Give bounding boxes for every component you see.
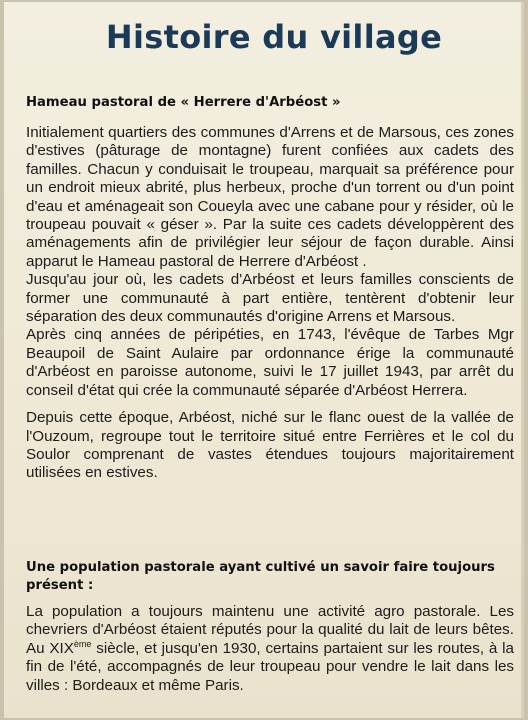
page-title: Histoire du village bbox=[105, 18, 443, 56]
section-heading-hameau: Hameau pastoral de « Herrere d'Arbéost » bbox=[26, 95, 341, 110]
century-numeral: XIX bbox=[49, 639, 74, 657]
paragraph-agro-pastoral-start: La population a toujours maintenu une activité agro pastorale. Les chevriers d'Arbéost étaient réputés pour la qualité du lait de leurs bêtes. Au bbox=[26, 603, 514, 657]
paragraph-territory: Depuis cette époque, Arbéost, niché sur le flanc ouest de la vallée de l'Ouzoum, regroupe tout le territoire situé entre Ferrières et le col du Soulor comprenant de vastes étendues toujours majoritairement utilisées en estives. bbox=[26, 409, 514, 482]
paragraph-origins: Initialement quartiers des communes d'Arrens et de Marsous, ces zones d'estives (pâturage de montagne) furent confiées aux cadets des familles. Chacun y conduisait le troupeau, marquait sa préférence pour un endroit mieux abrité, plus herbeux, proche d'un torrent ou d'un point d'eau et aménageait son Coueyla avec une cabane pour y résider, où le troupeau pouvait « géser ». Par la suite ces cadets développèrent des aménagements afin de privilégier leur séjour de façon durable. Ainsi apparut le Hameau pastoral de Herrere d'Arbéost . bbox=[26, 124, 514, 270]
paragraph-agro-pastoral-end: siècle, et jusqu'en 1930, certains partaient sur les routes, à la fin de l'été, accompagnés de leur troupeau pour vendre le lait dans les villes : Bordeaux et même Paris. bbox=[26, 639, 514, 694]
century-superscript: ème bbox=[73, 638, 92, 649]
section-heading-population: Une population pastorale ayant cultivé un savoir faire toujours présent : bbox=[26, 560, 495, 593]
section-population-body bbox=[26, 603, 514, 695]
section-hameau-body bbox=[26, 124, 514, 483]
paragraph-agro-pastoral bbox=[26, 603, 514, 695]
paragraph-separation: Jusqu'au jour où, les cadets d'Arbéost et leurs familles conscients de former une communauté à part entière, tentèrent d'obtenir leur séparation des deux communautés d'origine Arrens et Marsous. bbox=[26, 271, 514, 326]
paragraph-history-1743: Après cinq années de péripéties, en 1743, l'évêque de Tarbes Mgr Beaupoil de Saint Aulaire par ordonnance érige la communauté d'Arbéost en paroisse autonome, suivi le 17 juillet 1943, par arrêt du conseil d'état qui crée la communauté séparée d'Arbéost Herrera. bbox=[26, 326, 514, 399]
information-panel bbox=[4, 2, 524, 718]
